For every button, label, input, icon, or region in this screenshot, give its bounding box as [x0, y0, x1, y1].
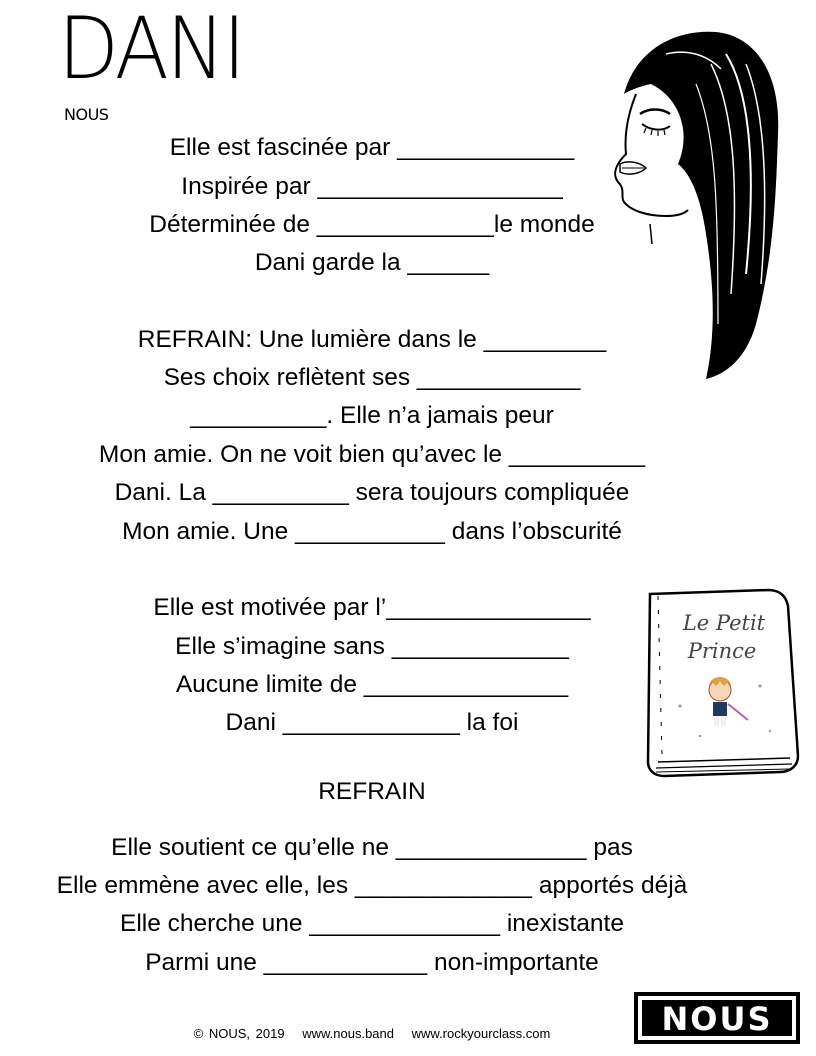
page-title: DANI: [58, 0, 244, 99]
lyric-line: Dani _____________ la foi: [225, 709, 519, 736]
refrain-line: Ses choix reflètent ses ____________: [163, 364, 581, 391]
book-title-line2: Prince: [687, 639, 757, 663]
footer-link-rockyourclass[interactable]: www.rockyourclass.com: [411, 1026, 551, 1041]
lyric-line: Elle est motivée par l’_______________: [153, 594, 591, 621]
lyric-line: Parmi une ____________ non-importante: [145, 949, 599, 976]
lyric-line: Elle cherche une ______________ inexistante: [119, 910, 624, 937]
band-subtitle: NOUS: [64, 105, 109, 124]
lyric-line: Dani garde la ______: [254, 249, 490, 276]
refrain-line: Dani. La __________ sera toujours compliquée: [114, 479, 630, 506]
lyric-line: Aucune limite de _______________: [175, 671, 569, 698]
footer-copyright: © NOUS, 2019: [193, 1026, 285, 1041]
refrain-line: Mon amie. On ne voit bien qu’avec le __________: [98, 441, 646, 468]
lyric-line: Déterminée de _____________le monde: [149, 211, 595, 238]
refrain-line: Mon amie. Une ___________ dans l’obscurité: [122, 518, 622, 545]
lyric-line: Elle soutient ce qu’elle ne ______________ pas: [111, 834, 633, 861]
lyric-line: Elle emmène avec elle, les _____________ apportés déjà: [56, 872, 688, 899]
lyric-line: Elle est fascinée par _____________: [169, 134, 575, 161]
woman-portrait-illustration: [606, 24, 786, 384]
footer-link-nous-band[interactable]: www.nous.band: [302, 1026, 394, 1041]
footer: [0, 1026, 744, 1041]
book-title-line1: Le Petit: [682, 611, 766, 635]
refrain-line: __________. Elle n’a jamais peur: [190, 402, 554, 429]
lyric-line: Elle s’imagine sans _____________: [175, 633, 569, 660]
lyric-line: Inspirée par __________________: [181, 173, 563, 200]
refrain-heading: REFRAIN: [318, 778, 426, 805]
refrain-line: REFRAIN: Une lumière dans le _________: [137, 326, 607, 353]
logo-text: NOUS: [661, 1000, 773, 1038]
le-petit-prince-book-illustration: [640, 586, 802, 782]
